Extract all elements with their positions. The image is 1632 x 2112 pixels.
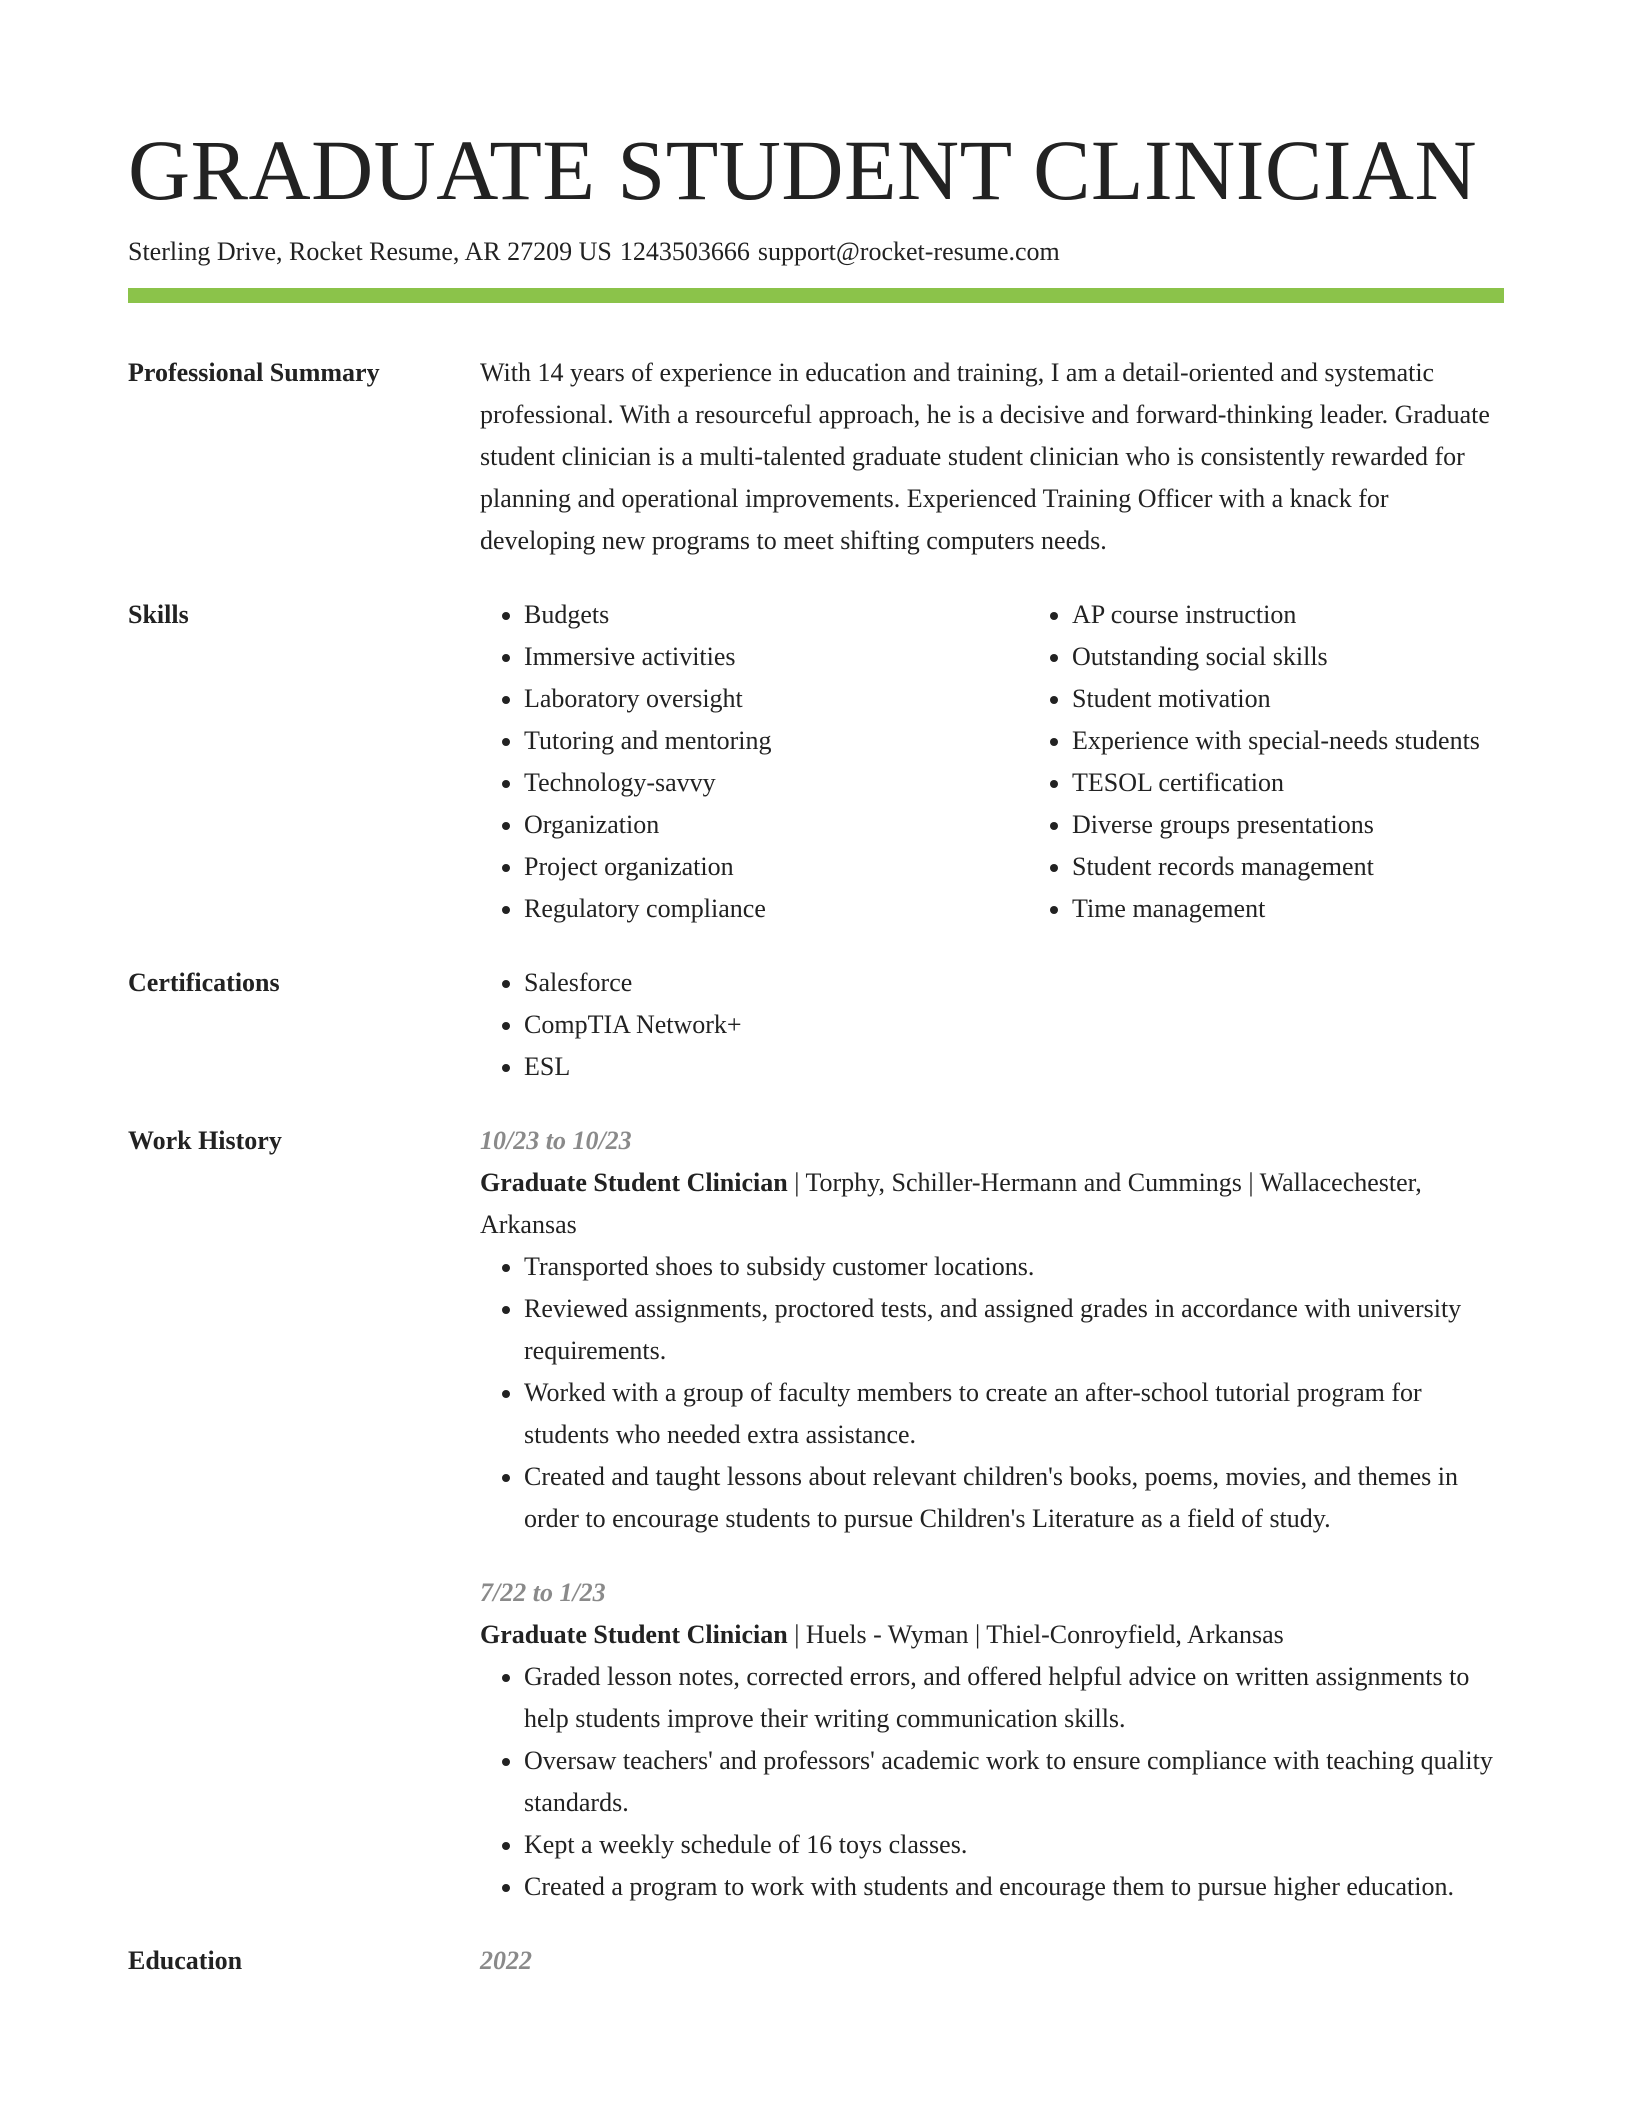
skill-item: • Student records management — [1072, 846, 1480, 888]
job-bullet: • Created and taught lessons about relevant children's books, poems, movies, and themes in order to encourage students to pursue Children's Literature as a field of study. — [524, 1456, 1504, 1540]
skill-item: • Technology-savvy — [524, 762, 1028, 804]
job-bullet: • Kept a weekly schedule of 16 toys classes. — [524, 1824, 1504, 1866]
resume-title: GRADUATE STUDENT CLINICIAN — [128, 122, 1478, 218]
skill-item: • Budgets — [524, 594, 1028, 636]
skill-item: • TESOL certification — [1072, 762, 1480, 804]
resume-page — [128, 118, 1504, 1982]
job-heading — [480, 1614, 1504, 1656]
skill-item: • Project organization — [524, 846, 1028, 888]
certifications-body — [480, 962, 1504, 1088]
summary-text: With 14 years of experience in education and training, I am a detail-oriented and systematic professional. With a resourceful approach, he is a decisive and forward-thinking leader. Graduate student clinician is a multi-talented graduate student clinician who is consistently rewarded for planning and operational improvements. Experienced Training Officer with a knack for developing new programs to meet shifting computers needs. — [480, 358, 1490, 555]
job-bullet: • Created a program to work with students and encourage them to pursue higher education. — [524, 1866, 1504, 1908]
work-history-section — [128, 1120, 1504, 1908]
job-entry — [480, 1572, 1504, 1908]
contact-phone: 1243503666 — [619, 237, 750, 266]
certifications-list — [480, 962, 1504, 1088]
skills-section — [128, 594, 1504, 930]
skill-item: • Diverse groups presentations — [1072, 804, 1480, 846]
contact-line — [128, 234, 1504, 270]
job-bullet: • Transported shoes to subsidy customer locations. — [524, 1246, 1504, 1288]
certification-item: • Salesforce — [524, 962, 1504, 1004]
job-dates: 10/23 to 10/23 — [480, 1126, 632, 1155]
job-bullet: • Reviewed assignments, proctored tests, and assigned grades in accordance with university requirements. — [524, 1288, 1504, 1372]
work-history-body — [480, 1120, 1504, 1908]
header-divider — [128, 288, 1504, 303]
skill-item: • Regulatory compliance — [524, 888, 1028, 930]
skill-item: • Laboratory oversight — [524, 678, 1028, 720]
skill-item: • AP course instruction — [1072, 594, 1480, 636]
certifications-section — [128, 962, 1504, 1088]
skill-item: • Immersive activities — [524, 636, 1028, 678]
job-title: Graduate Student Clinician — [480, 1620, 788, 1649]
skill-item: • Student motivation — [1072, 678, 1480, 720]
skill-item: • Time management — [1072, 888, 1480, 930]
certification-item: • ESL — [524, 1046, 1504, 1088]
skill-item: • Experience with special-needs students — [1072, 720, 1480, 762]
job-heading — [480, 1162, 1504, 1246]
education-heading: Education — [128, 1946, 243, 1975]
job-entry — [480, 1120, 1504, 1540]
certification-item: • CompTIA Network+ — [524, 1004, 1504, 1046]
job-bullet: • Worked with a group of faculty members to create an after-school tutorial program for students who needed extra assistance. — [524, 1372, 1504, 1456]
job-details: | Huels - Wyman | Thiel-Conroyfield, Arkansas — [787, 1620, 1284, 1649]
certifications-heading: Certifications — [128, 968, 280, 997]
job-details: | Torphy, Schiller-Hermann and Cummings | Wallacechester, Arkansas — [480, 1168, 1422, 1239]
contact-address: Sterling Drive, Rocket Resume, AR 27209 US — [128, 237, 612, 266]
skills-heading: Skills — [128, 600, 189, 629]
education-body — [480, 1940, 1504, 1982]
job-title: Graduate Student Clinician — [480, 1168, 788, 1197]
summary-section — [128, 352, 1504, 562]
education-section — [128, 1940, 1504, 1982]
skills-list-right — [1028, 594, 1480, 930]
job-bullets — [480, 1246, 1504, 1540]
skills-list-left — [480, 594, 1028, 930]
skills-columns — [480, 594, 1504, 930]
job-bullets — [480, 1656, 1504, 1908]
education-dates: 2022 — [480, 1946, 532, 1975]
summary-heading: Professional Summary — [128, 358, 380, 387]
job-dates: 7/22 to 1/23 — [480, 1578, 606, 1607]
job-bullet: • Graded lesson notes, corrected errors, and offered helpful advice on written assignments to help students improve their writing communication skills. — [524, 1656, 1504, 1740]
skill-item: • Outstanding social skills — [1072, 636, 1480, 678]
work-history-heading: Work History — [128, 1126, 282, 1155]
job-bullet: • Oversaw teachers' and professors' academic work to ensure compliance with teaching quality standards. — [524, 1740, 1504, 1824]
skill-item: • Tutoring and mentoring — [524, 720, 1028, 762]
skill-item: • Organization — [524, 804, 1028, 846]
contact-email: support@rocket-resume.com — [757, 237, 1060, 266]
